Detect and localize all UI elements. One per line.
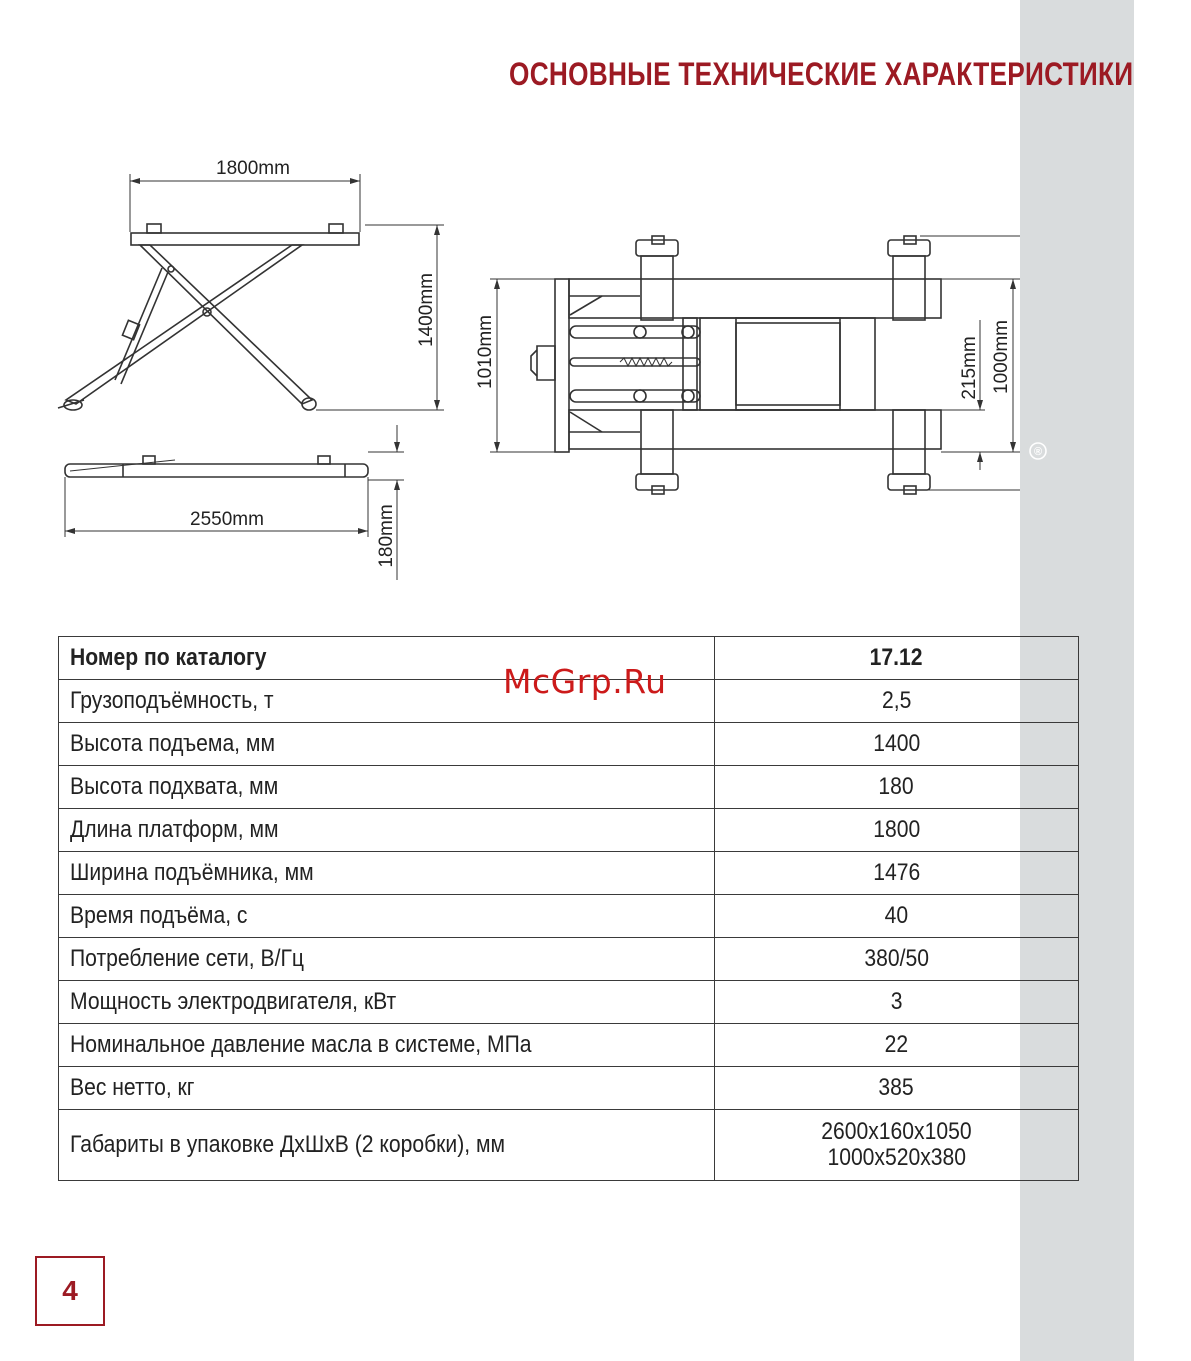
table-row bbox=[59, 1067, 1079, 1110]
param-cell bbox=[59, 1110, 715, 1181]
param-cell bbox=[59, 1067, 715, 1110]
value-cell bbox=[715, 938, 1079, 981]
value-cell bbox=[715, 723, 1079, 766]
table-row bbox=[59, 1024, 1079, 1067]
value-cell bbox=[715, 809, 1079, 852]
table-row bbox=[59, 809, 1079, 852]
param-label: Грузоподъёмность, т bbox=[70, 687, 274, 714]
table-row bbox=[59, 766, 1079, 809]
dim-1400-label: 1400mm bbox=[416, 273, 437, 347]
value-line-1: 2600x160x1050 bbox=[821, 1118, 972, 1145]
param-cell bbox=[59, 938, 715, 981]
page-number: 4 bbox=[35, 1256, 105, 1326]
value-cell bbox=[715, 895, 1079, 938]
value-label: 380/50 bbox=[864, 945, 929, 972]
value-cell bbox=[715, 680, 1079, 723]
table-row bbox=[59, 895, 1079, 938]
value-cell bbox=[715, 1110, 1079, 1181]
table-row bbox=[59, 723, 1079, 766]
param-label: Вес нетто, кг bbox=[70, 1074, 195, 1101]
param-cell bbox=[59, 766, 715, 809]
param-cell bbox=[59, 1024, 715, 1067]
param-label: Потребление сети, В/Гц bbox=[70, 945, 304, 972]
dim-2550-label: 2550mm bbox=[190, 509, 264, 530]
registered-mark-icon bbox=[1027, 440, 1049, 462]
param-label: Высота подъема, мм bbox=[70, 730, 275, 757]
param-label: Длина платформ, мм bbox=[70, 816, 279, 843]
dim-1010-label: 1010mm bbox=[475, 315, 496, 389]
value-label: 3 bbox=[890, 988, 903, 1015]
param-cell bbox=[59, 981, 715, 1024]
value-label: 1800 bbox=[873, 816, 920, 843]
value-label: 22 bbox=[884, 1031, 909, 1058]
value-line-2: 1000x520x380 bbox=[827, 1144, 966, 1171]
param-label: Ширина подъёмника, мм bbox=[70, 859, 314, 886]
param-cell bbox=[59, 809, 715, 852]
side-view-drawing bbox=[58, 174, 444, 410]
value-cell bbox=[715, 852, 1079, 895]
value-label: 17.12 bbox=[870, 644, 923, 671]
table-row bbox=[59, 852, 1079, 895]
table-row bbox=[59, 1110, 1079, 1181]
lowered-view-drawing bbox=[65, 425, 404, 580]
value-label: 40 bbox=[884, 902, 909, 929]
value-cell bbox=[715, 766, 1079, 809]
table-row bbox=[59, 938, 1079, 981]
registered-mark-text: ® bbox=[1033, 446, 1043, 458]
dim-1000-label: 1000mm bbox=[991, 320, 1012, 394]
value-label: 1400 bbox=[873, 730, 920, 757]
param-label: Высота подхвата, мм bbox=[70, 773, 279, 800]
watermark-text: McGrp.Ru bbox=[503, 662, 667, 701]
param-label: Габариты в упаковке ДхШхВ (2 коробки), мм bbox=[70, 1131, 506, 1158]
top-view-drawing bbox=[490, 236, 1020, 494]
value-cell bbox=[715, 1024, 1079, 1067]
value-cell bbox=[715, 637, 1079, 680]
param-cell bbox=[59, 895, 715, 938]
value-label: 385 bbox=[878, 1074, 915, 1101]
param-label: Номинальное давление масла в системе, МПа bbox=[70, 1031, 532, 1058]
spec-table bbox=[58, 636, 1079, 1181]
page-title: ОСНОВНЫЕ ТЕХНИЧЕСКИЕ ХАРАКТЕРИСТИКИ bbox=[508, 56, 1133, 92]
value-label: 1476 bbox=[873, 859, 920, 886]
param-label: Номер по каталогу bbox=[70, 644, 267, 671]
param-cell bbox=[59, 852, 715, 895]
table-row bbox=[59, 981, 1079, 1024]
value-cell bbox=[715, 981, 1079, 1024]
dim-180-label: 180mm bbox=[376, 504, 397, 568]
param-label: Мощность электродвигателя, кВт bbox=[70, 988, 397, 1015]
param-label: Время подъёма, с bbox=[70, 902, 248, 929]
dim-215-label: 215mm bbox=[959, 336, 980, 400]
value-label: 2,5 bbox=[881, 687, 912, 714]
value-cell bbox=[715, 1067, 1079, 1110]
lift-dimension-drawings bbox=[0, 0, 1020, 600]
param-cell bbox=[59, 723, 715, 766]
dim-1800-label: 1800mm bbox=[216, 158, 290, 179]
value-label: 180 bbox=[878, 773, 915, 800]
